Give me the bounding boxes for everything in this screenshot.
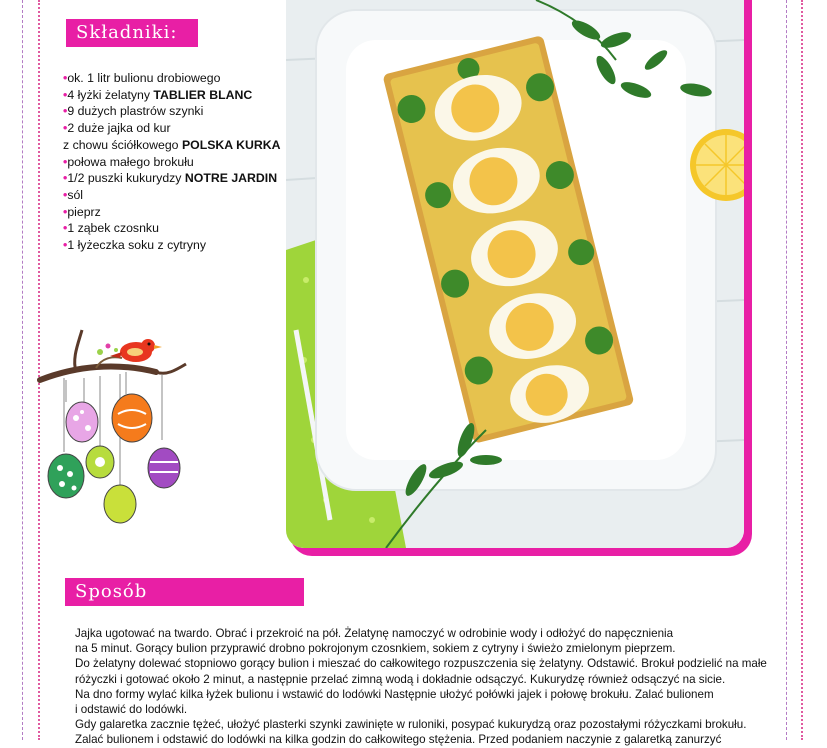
preparation-line: Jajka ugotować na twardo. Obrać i przekroić na pół. Żelatynę namoczyć w odrobinie wody i odłożyć do napęcznienia — [75, 627, 674, 640]
aspic-photo — [286, 0, 744, 548]
ingredient-item: •połowa małego brokułu — [63, 154, 194, 169]
ingredient-item: •9 dużych plastrów szynki — [63, 104, 204, 119]
preparation-heading: Sposób przygotowania: — [65, 578, 304, 606]
ingredient-item: •ok. 1 litr bulionu drobiowego — [63, 71, 221, 85]
ingredient-item: •2 duże jajka od kur — [63, 121, 171, 136]
preparation-line: i odstawić do lodówki. — [75, 703, 188, 717]
right-outer-dotted-border — [801, 0, 803, 740]
preparation-line: Zalać bulionem i odstawić do lodówki na kilka godzin do całkowitego stężenia. Przed podaniem naczynie z galaretką zanurzyć — [75, 733, 722, 747]
ingredient-item: •sól — [63, 187, 84, 202]
ingredient-item: •1 łyżeczka soku z cytryny — [63, 238, 207, 253]
ingredient-item: •4 łyżki żelatyny TABLIER BLANC — [63, 87, 253, 102]
aspic-dish-illustration — [286, 0, 744, 548]
preparation-text — [75, 626, 795, 748]
ingredient-item: z chowu ściółkowego POLSKA KURKA — [63, 137, 281, 152]
egg-yellow-green-icon — [104, 485, 136, 523]
ingredient-item: •1/2 puszki kukurydzy NOTRE JARDIN — [63, 171, 278, 186]
easter-decoration-illustration — [36, 322, 196, 527]
egg-pink-icon — [66, 402, 98, 442]
preparation-line: Na dno formy wylać kilka łyżek bulionu i wstawić do lodówki Następnie ułożyć połówki jajek i połowę brokułu. Zalać bulionem — [75, 687, 714, 701]
preparation-line: na 5 minut. Gorący bulion przyprawić drobno pokrojonym czosnkiem, sokiem z cytryny i świeżo zmielonym pieprzem. — [75, 642, 676, 656]
egg-orange-icon — [112, 394, 152, 442]
ingredient-item: •1 ząbek czosnku — [63, 221, 159, 236]
left-outer-dashed-border — [22, 0, 23, 740]
egg-lime-icon — [86, 446, 114, 478]
branch — [40, 366, 156, 380]
preparation-line: Gdy galaretka zacznie tężeć, ułożyć plasterki szynki zawinięte w ruloniki, posypać kukurydzą oraz pozostałymi różyczkami brokułu. — [75, 718, 747, 732]
preparation-line: Do żelatyny dolewać stopniowo gorący bulion i mieszać do całkowitego rozpuszczenia się żelatyny. Odstawić. Brokuł podzielić na małe — [75, 657, 767, 671]
ingredients-heading: Składniki: — [66, 19, 198, 47]
ingredients-list — [63, 70, 293, 254]
ingredient-item: •pieprz — [63, 204, 101, 219]
egg-purple-icon — [148, 448, 180, 488]
preparation-line: różyczki i gotować około 2 minut, a następnie przelać zimną wodą i dokładnie odsączyć. Kukurydzę również odsączyć na sicie. — [75, 672, 726, 686]
egg-green-dotted-icon — [48, 454, 84, 498]
